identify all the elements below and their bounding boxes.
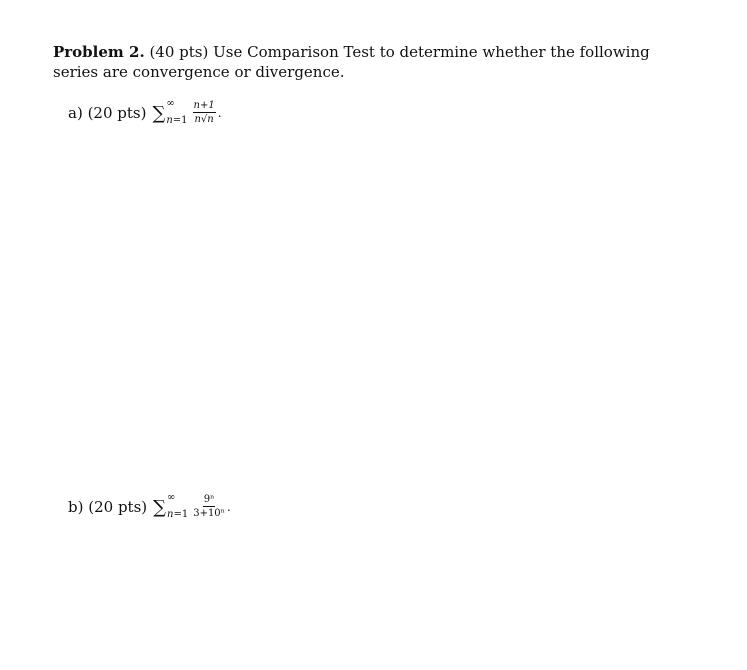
part-b-series <box>153 491 231 520</box>
series-period: . <box>227 499 231 514</box>
series-term-fraction <box>193 494 225 519</box>
fraction-numerator: 9ⁿ <box>203 494 215 505</box>
part-b-label: b) <box>68 497 84 516</box>
index-start: =1 <box>173 508 189 520</box>
part-a-label: a) <box>68 103 83 122</box>
part-b <box>68 491 231 520</box>
summation-limits <box>166 97 188 126</box>
fraction-denominator: n√n <box>194 114 214 125</box>
part-a-series <box>152 97 222 126</box>
index-variable: n <box>167 508 174 520</box>
part-b-points: (20 pts) <box>88 497 148 516</box>
fraction-denominator: 3+10ⁿ <box>193 508 225 519</box>
part-a-points: (20 pts) <box>87 103 147 122</box>
summation-symbol: ∑ <box>153 496 166 518</box>
series-term-fraction <box>193 100 216 125</box>
part-a <box>68 97 222 126</box>
lower-limit <box>167 510 188 520</box>
upper-limit: ∞ <box>167 491 176 503</box>
upper-limit: ∞ <box>166 97 175 109</box>
problem-instructions: (40 pts) Use Comparison Test to determine whether the following series are convergence or divergence. <box>53 43 650 81</box>
index-start: =1 <box>172 114 188 126</box>
problem-heading: Problem 2. <box>53 43 145 61</box>
fraction-numerator: n+1 <box>193 100 215 111</box>
lower-limit <box>166 116 187 126</box>
summation-symbol: ∑ <box>152 102 166 124</box>
index-variable: n <box>166 114 173 126</box>
summation-limits <box>167 491 189 520</box>
series-period: . <box>217 105 222 120</box>
problem-statement <box>53 42 693 82</box>
